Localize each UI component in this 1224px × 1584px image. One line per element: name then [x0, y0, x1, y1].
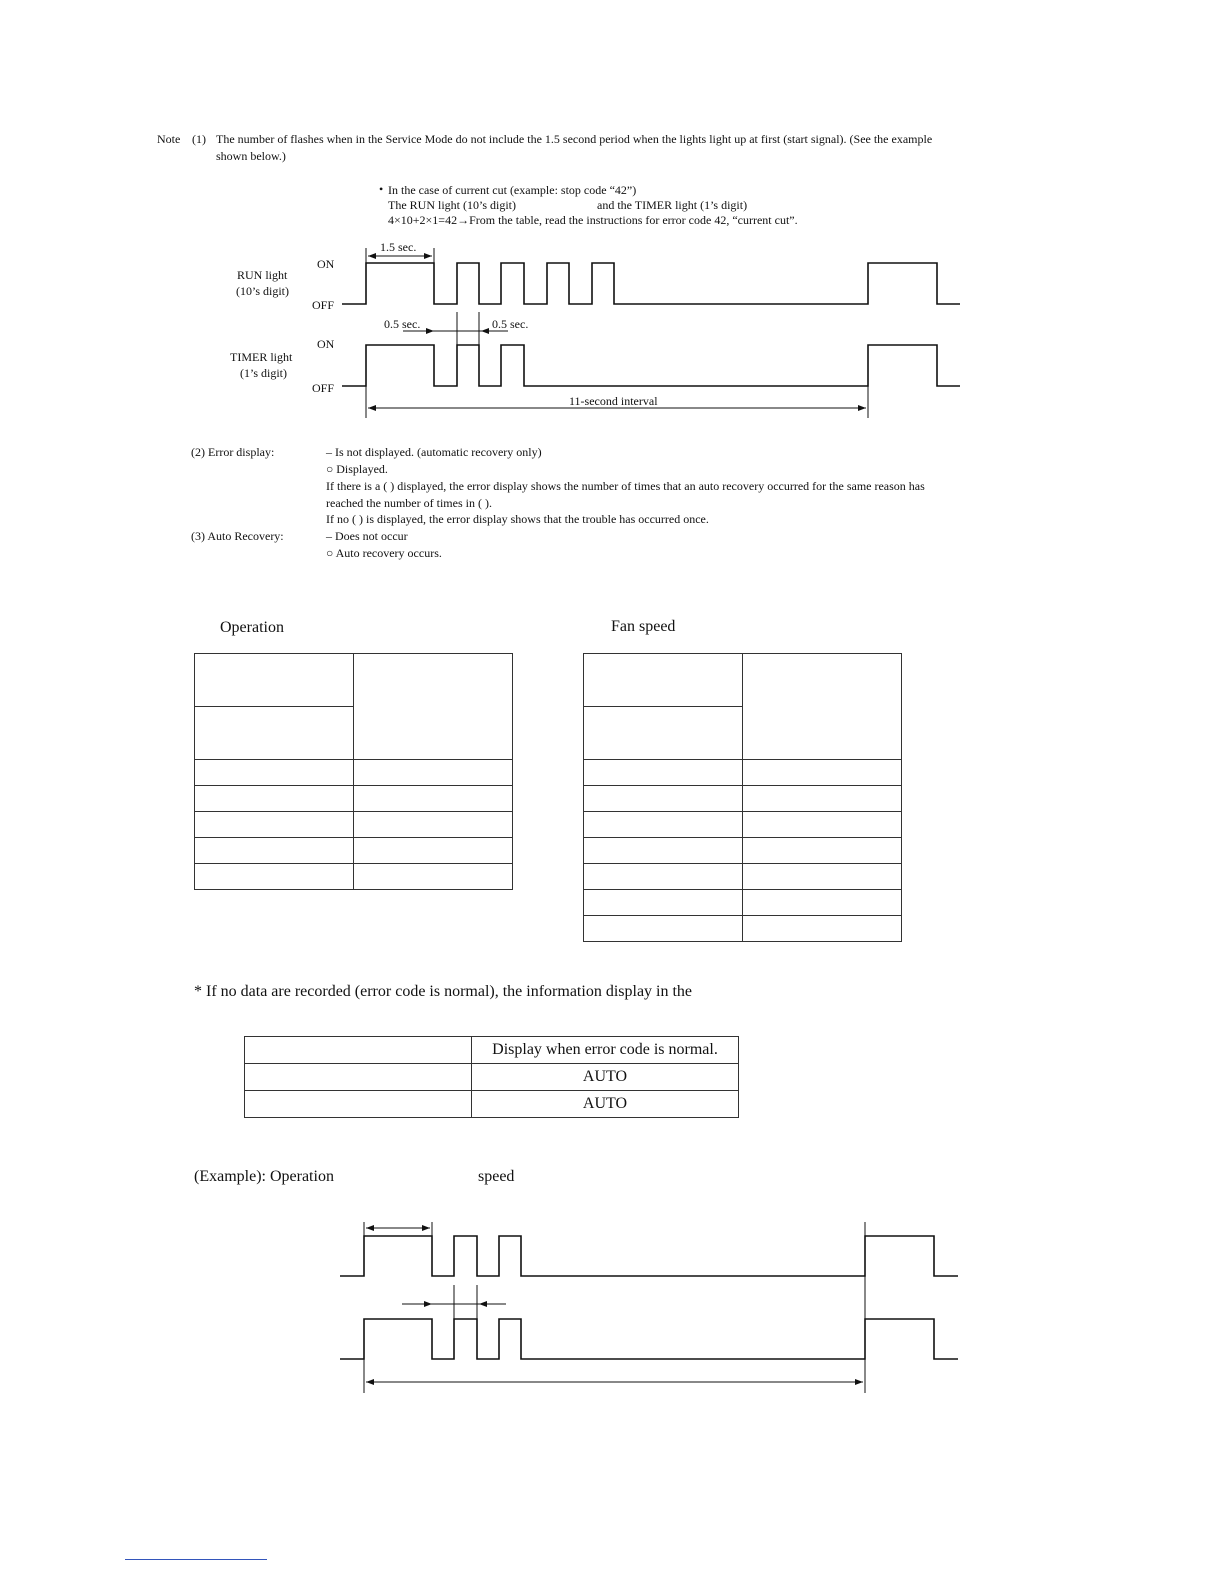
table-cell [584, 838, 743, 864]
table-cell [195, 812, 354, 838]
table-cell [743, 864, 902, 890]
table-cell [584, 916, 743, 942]
timer-on-label: ON [317, 337, 335, 351]
table-cell [195, 864, 354, 890]
footer-rule [125, 1559, 267, 1560]
table-row [584, 786, 902, 812]
table-row [245, 1064, 739, 1091]
interval-label: 11-second interval [569, 394, 658, 408]
note-text-line2: shown below.) [216, 149, 286, 163]
example-line2-run: The RUN light (10’s digit) [388, 198, 516, 212]
display-table-auto-2: AUTO [472, 1091, 739, 1118]
run-off-label: OFF [312, 298, 335, 312]
example-speed-label: speed [478, 1168, 515, 1185]
half-second-right-label: 0.5 sec. [492, 317, 529, 331]
timer-light-label: TIMER light [230, 350, 293, 364]
run-light-waveform [342, 263, 960, 304]
table-cell [584, 786, 743, 812]
table-cell [743, 760, 902, 786]
fan-speed-table [583, 653, 902, 942]
auto-recovery-circle: ○ Auto recovery occurs. [326, 546, 442, 560]
table-cell [743, 916, 902, 942]
table-cell [354, 812, 513, 838]
normal-display-table [244, 1036, 739, 1118]
table-cell [584, 707, 743, 760]
error-display-para3: If no ( ) is displayed, the error display shows that the trouble has occurred once. [326, 512, 709, 526]
table-cell [584, 864, 743, 890]
timer-light-digit-label: (1’s digit) [240, 366, 287, 380]
note-item-number: (1) [192, 132, 206, 146]
example-line1: In the case of current cut (example: stop code “42”) [388, 183, 637, 197]
table-cell [354, 786, 513, 812]
table-cell [743, 812, 902, 838]
run-light-digit-label: (10’s digit) [236, 284, 289, 298]
table-cell [584, 812, 743, 838]
timing-reference-lines [366, 248, 868, 418]
auto-recovery-label: (3) Auto Recovery: [191, 529, 284, 543]
run-light-label: RUN light [237, 268, 288, 282]
note-text-line1: The number of flashes when in the Service Mode do not include the 1.5 second period when the lights light up at first (start signal). (See the example [216, 132, 933, 146]
table-cell [354, 838, 513, 864]
example-operation-label: (Example): Operation [194, 1168, 334, 1185]
error-display-circle: ○ Displayed. [326, 462, 388, 476]
table-cell [195, 654, 354, 707]
timer-light-waveform [342, 345, 960, 386]
fan-speed-title: Fan speed [611, 618, 676, 635]
table-row [584, 916, 902, 942]
example-line2-timer: and the TIMER light (1’s digit) [597, 198, 748, 212]
table-cell [245, 1091, 472, 1118]
table-cell [584, 890, 743, 916]
table-row [195, 864, 513, 890]
table-row [245, 1091, 739, 1118]
run-on-label: ON [317, 257, 335, 271]
table-cell [195, 707, 354, 760]
table-cell [354, 654, 513, 760]
error-display-para1: If there is a ( ) displayed, the error display shows the number of times that an auto recovery occurred for the same reason has [326, 479, 925, 493]
table-cell [195, 838, 354, 864]
table-row [195, 812, 513, 838]
table-row [584, 864, 902, 890]
table-row [195, 760, 513, 786]
table-row [584, 890, 902, 916]
start-period-label: 1.5 sec. [380, 240, 417, 254]
table-cell [245, 1037, 472, 1064]
example-bullet: • [379, 182, 384, 196]
table-cell [743, 838, 902, 864]
display-table-auto-1: AUTO [472, 1064, 739, 1091]
table-row [584, 812, 902, 838]
table-cell [354, 760, 513, 786]
table-row [245, 1037, 739, 1064]
table-cell [195, 760, 354, 786]
half-second-left-label: 0.5 sec. [384, 317, 421, 331]
error-display-dash: – Is not displayed. (automatic recovery only) [326, 445, 542, 459]
table-row [584, 654, 902, 707]
table-row [195, 838, 513, 864]
note-prefix: Note [157, 132, 181, 146]
table-cell [743, 654, 902, 760]
table-row [195, 786, 513, 812]
error-display-para2: reached the number of times in ( ). [326, 496, 492, 510]
table-row [584, 838, 902, 864]
table-row [195, 654, 513, 707]
table-cell [584, 654, 743, 707]
normal-error-note: * If no data are recorded (error code is normal), the information display in the [194, 983, 693, 1000]
error-display-label: (2) Error display: [191, 445, 275, 459]
table-cell [245, 1064, 472, 1091]
example-line3: 4×10+2×1=42→From the table, read the instructions for error code 42, “current cut”. [388, 213, 798, 227]
table-cell [584, 760, 743, 786]
table-cell [743, 786, 902, 812]
table-cell [195, 786, 354, 812]
display-table-header: Display when error code is normal. [472, 1037, 739, 1064]
example-reference-lines [364, 1222, 865, 1393]
operation-title: Operation [220, 619, 284, 636]
operation-table [194, 653, 513, 890]
timer-off-label: OFF [312, 381, 335, 395]
table-cell [743, 890, 902, 916]
table-cell [354, 864, 513, 890]
auto-recovery-dash: – Does not occur [326, 529, 408, 543]
table-row [584, 760, 902, 786]
